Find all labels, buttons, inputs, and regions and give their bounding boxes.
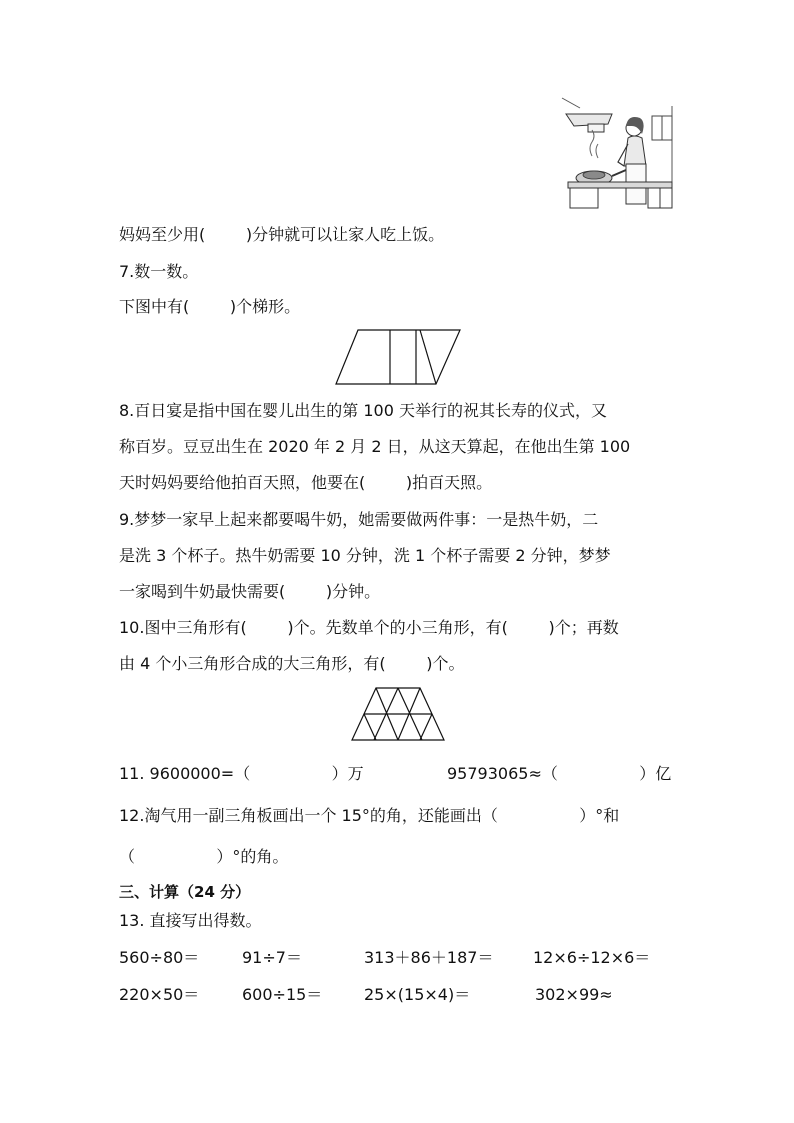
q11-left: 11. 9600000=（ ）万 bbox=[119, 764, 364, 783]
q13-title: 13. 直接写出得数。 bbox=[119, 911, 262, 930]
q9-line1: 9.梦梦一家早上起来都要喝牛奶，她需要做两件事：一是热牛奶，二 bbox=[119, 510, 599, 529]
calc-item: 560÷80＝ bbox=[119, 948, 200, 967]
calc-item: 302×99≈ bbox=[535, 985, 613, 1004]
q7-title: 7.数一数。 bbox=[119, 262, 199, 281]
triangles-figure bbox=[350, 686, 446, 742]
q12-line1: 12.淘气用一副三角板画出一个 15°的角，还能画出（ ）°和 bbox=[119, 806, 620, 825]
calc-item: 220×50＝ bbox=[119, 985, 200, 1004]
section3-title: 三、计算（24 分） bbox=[119, 883, 251, 901]
q9-line2: 是洗 3 个杯子。热牛奶需要 10 分钟，洗 1 个杯子需要 2 分钟，梦梦 bbox=[119, 546, 611, 565]
calc-item: 12×6÷12×6＝ bbox=[533, 948, 651, 967]
kitchen-cooking-illustration bbox=[560, 96, 676, 212]
q8-line2: 称百岁。豆豆出生在 2020 年 2 月 2 日，从这天算起，在他出生第 100 bbox=[119, 437, 631, 456]
calc-item: 600÷15＝ bbox=[242, 985, 323, 1004]
trapezoid-figure bbox=[334, 328, 462, 386]
q8-line3: 天时妈妈要给他拍百天照，他要在( )拍百天照。 bbox=[119, 473, 493, 492]
calc-item: 25×(15×4)＝ bbox=[364, 985, 471, 1004]
q12-line2: （ ）°的角。 bbox=[119, 847, 289, 866]
q11-right: 95793065≈（ ）亿 bbox=[447, 764, 672, 783]
calc-item: 313＋86＋187＝ bbox=[364, 948, 494, 967]
q10-line2: 由 4 个小三角形合成的大三角形，有( )个。 bbox=[119, 654, 465, 673]
calc-item: 91÷7＝ bbox=[242, 948, 302, 967]
q8-line1: 8.百日宴是指中国在婴儿出生的第 100 天举行的祝其长寿的仪式，又 bbox=[119, 401, 607, 420]
q10-line1: 10.图中三角形有( )个。先数单个的小三角形，有( )个；再数 bbox=[119, 618, 619, 637]
q7-line: 下图中有( )个梯形。 bbox=[119, 297, 301, 316]
q6-line: 妈妈至少用( )分钟就可以让家人吃上饭。 bbox=[119, 225, 445, 244]
q9-line3: 一家喝到牛奶最快需要( )分钟。 bbox=[119, 582, 381, 601]
